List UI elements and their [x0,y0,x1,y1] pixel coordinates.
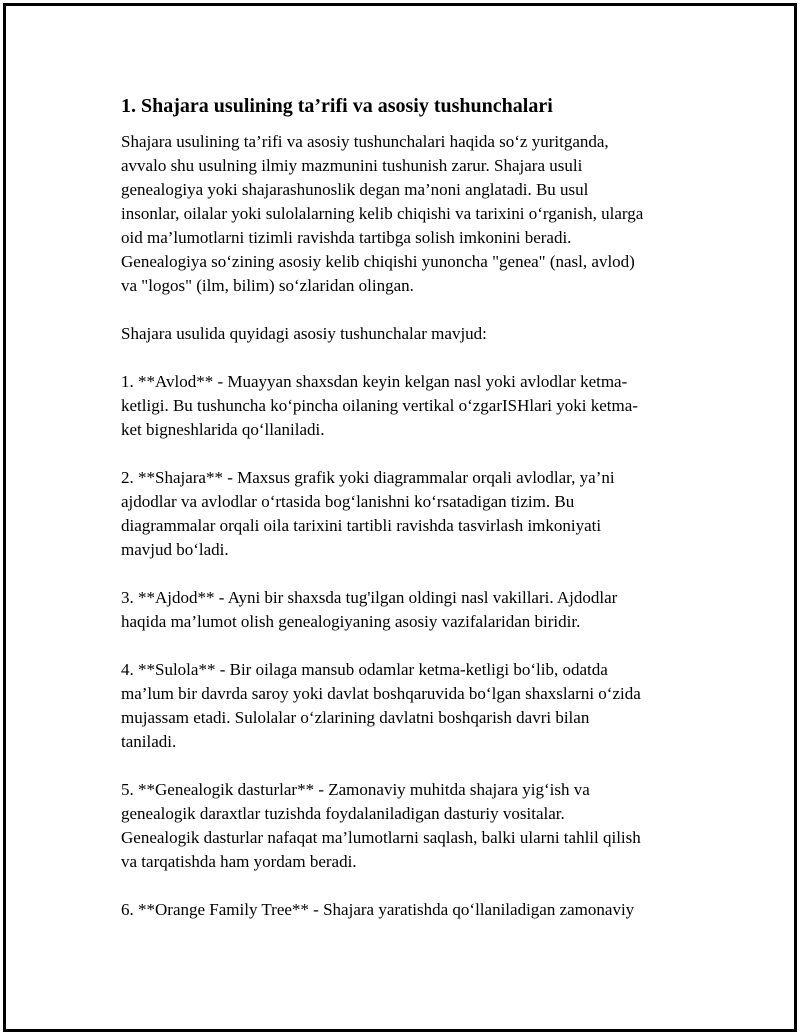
document-content [121,92,681,946]
list-item-shajara [121,466,681,562]
text-line: oid ma’lumotlarni tizimli ravishda tartibga solish imkonini beradi. [121,228,572,247]
text-line: va tarqatishda ham yordam beradi. [121,852,357,871]
text-line: genealogiya yoki shajarashunoslik degan ma’noni anglatadi. Bu usul [121,180,589,199]
text-line: Genealogiya so‘zining asosiy kelib chiqishi yunoncha "genea" (nasl, avlod) [121,252,635,271]
text-line: avvalo shu usulning ilmiy mazmunini tushunish zarur. Shajara usuli [121,156,583,175]
text-line: mujassam etadi. Sulolalar o‘zlarining davlatni boshqarish davri bilan [121,708,590,727]
list-item-avlod [121,370,681,442]
document-page [3,3,797,1032]
text-line: 2. **Shajara** - Maxsus grafik yoki diagrammalar orqali avlodlar, ya’ni [121,468,615,487]
text-line: Shajara usulining ta’rifi va asosiy tushunchalari haqida so‘z yuritganda, [121,132,609,151]
text-line: Genealogik dasturlar nafaqat ma’lumotlarni saqlash, balki ularni tahlil qilish [121,828,641,847]
paragraph-list-intro [121,322,681,346]
text-line: mavjud bo‘ladi. [121,540,229,559]
text-line: haqida ma’lumot olish genealogiyaning asosiy vazifalaridan biridir. [121,612,581,631]
text-line: taniladi. [121,732,177,751]
text-line: 3. **Ajdod** - Ayni bir shaxsda tug'ilgan oldingi nasl vakillari. Ajdodlar [121,588,618,607]
text-line: ajdodlar va avlodlar o‘rtasida bog‘lanishni ko‘rsatadigan tizim. Bu [121,492,575,511]
text-line: ma’lum bir davrda saroy yoki davlat boshqaruvida bo‘lgan shaxslarni o‘zida [121,684,641,703]
paragraph-intro [121,130,681,298]
text-line: 4. **Sulola** - Bir oilaga mansub odamlar ketma-ketligi bo‘lib, odatda [121,660,608,679]
text-line: Shajara usulida quyidagi asosiy tushunchalar mavjud: [121,324,487,343]
list-item-sulola [121,658,681,754]
text-line: diagrammalar orqali oila tarixini tartibli ravishda tasvirlash imkoniyati [121,516,602,535]
text-line: ketligi. Bu tushuncha ko‘pincha oilaning vertikal o‘zgarISHlari yoki ketma- [121,396,638,415]
text-line: insonlar, oilalar yoki sulolalarning kelib chiqishi va tarixini o‘rganish, ularga [121,204,644,223]
list-item-ajdod [121,586,681,634]
list-item-orange-family-tree [121,898,681,922]
list-item-genealogik-dasturlar [121,778,681,874]
text-line: genealogik daraxtlar tuzishda foydalaniladigan dasturiy vositalar. [121,804,565,823]
text-line: 5. **Genealogik dasturlar** - Zamonaviy muhitda shajara yig‘ish va [121,780,590,799]
text-line: va "logos" (ilm, bilim) so‘zlaridan olingan. [121,276,414,295]
text-line: 1. **Avlod** - Muayyan shaxsdan keyin kelgan nasl yoki avlodlar ketma- [121,372,628,391]
text-line: 6. **Orange Family Tree** - Shajara yaratishda qo‘llaniladigan zamonaviy [121,900,635,919]
text-line: ket bigneshlarida qo‘llaniladi. [121,420,325,439]
section-heading: 1. Shajara usulining ta’rifi va asosiy tushunchalari [121,95,553,117]
